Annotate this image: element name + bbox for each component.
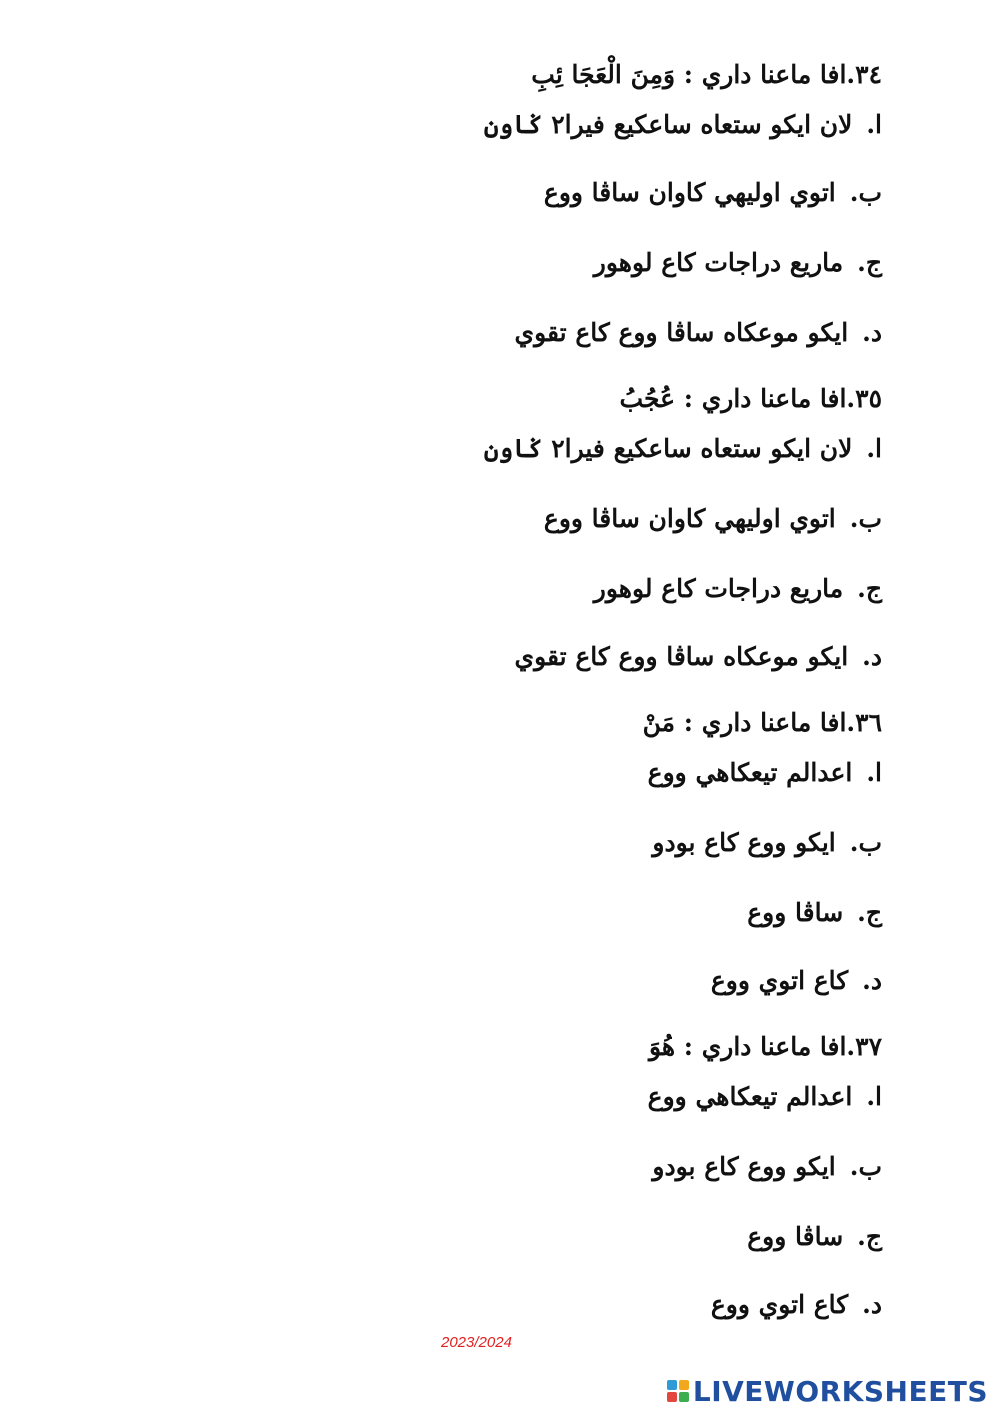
option-text: ايكو موعكاه ساڤا ووع كاع تقوي [514,642,849,671]
q36-option-d [711,964,882,998]
option-label: د. [862,966,882,995]
option-label: ج. [857,898,882,927]
q37-option-b [652,1150,882,1184]
option-label: ا. [866,758,882,787]
question-36-stem: ٣٦.افا ماعنا داري : مَنْ [642,708,882,737]
option-text: ماريع دراجات كاع لوهور [593,248,844,277]
q36-option-a [648,756,882,790]
option-text: لان ايكو ستعاه ساعكيع فيرا٢ ݢاون [483,110,853,139]
q37-option-d [711,1288,882,1322]
q37-option-c [747,1220,882,1254]
option-label: ب. [849,1152,882,1181]
option-label: ا. [866,110,882,139]
question-37-stem: ٣٧.افا ماعنا داري : هُوَ [648,1032,882,1061]
option-text: لان ايكو ستعاه ساعكيع فيرا٢ ݢاون [483,434,853,463]
liveworksheets-logo-icon [667,1380,689,1402]
option-text: ساڤا ووع [747,1222,844,1251]
option-label: ب. [849,828,882,857]
q36-option-c [747,896,882,930]
q35-option-c [594,572,882,606]
q36-option-b [652,826,882,860]
option-text: ايكو ووع كاع بودو [652,1152,836,1181]
q37-option-a [648,1080,882,1114]
option-label: ب. [849,504,882,533]
brand-name: LIVEWORKSHEETS [692,1374,988,1408]
option-label: ب. [849,178,882,207]
option-label: ا. [866,1082,882,1111]
question-35-stem: ٣٥.افا ماعنا داري : عُجُبُ [619,384,882,413]
option-text: اعدالم تيعكاهي ووع [647,1082,853,1111]
option-text: ايكو ووع كاع بودو [652,828,836,857]
option-label: د. [862,642,882,671]
option-label: ا. [866,434,882,463]
option-text: ساڤا ووع [747,898,844,927]
option-label: ج. [857,1222,882,1251]
q35-option-a [484,432,882,466]
question-34-stem: ٣٤.افا ماعنا داري : وَمِنَ الْعَجَا ئِبِ [531,60,882,89]
option-text: كاع اتوي ووع [710,1290,849,1319]
q35-option-b [544,502,882,536]
option-text: ايكو موعكاه ساڤا ووع كاع تقوي [514,318,849,347]
option-text: اتوي اوليهي كاوان ساڤا ووع [543,504,836,533]
footer-year: 2023/2024 [441,1334,512,1351]
option-label: ج. [857,574,882,603]
option-text: اتوي اوليهي كاوان ساڤا ووع [543,178,836,207]
option-text: ماريع دراجات كاع لوهور [593,574,844,603]
q34-option-b [544,176,882,210]
option-text: اعدالم تيعكاهي ووع [647,758,853,787]
option-text: كاع اتوي ووع [710,966,849,995]
q35-option-d [515,640,882,674]
q34-option-a [484,108,882,142]
option-label: د. [862,318,882,347]
option-label: د. [862,1290,882,1319]
q34-option-d [515,316,882,350]
liveworksheets-logo [667,1374,988,1408]
option-label: ج. [857,248,882,277]
q34-option-c [594,246,882,280]
